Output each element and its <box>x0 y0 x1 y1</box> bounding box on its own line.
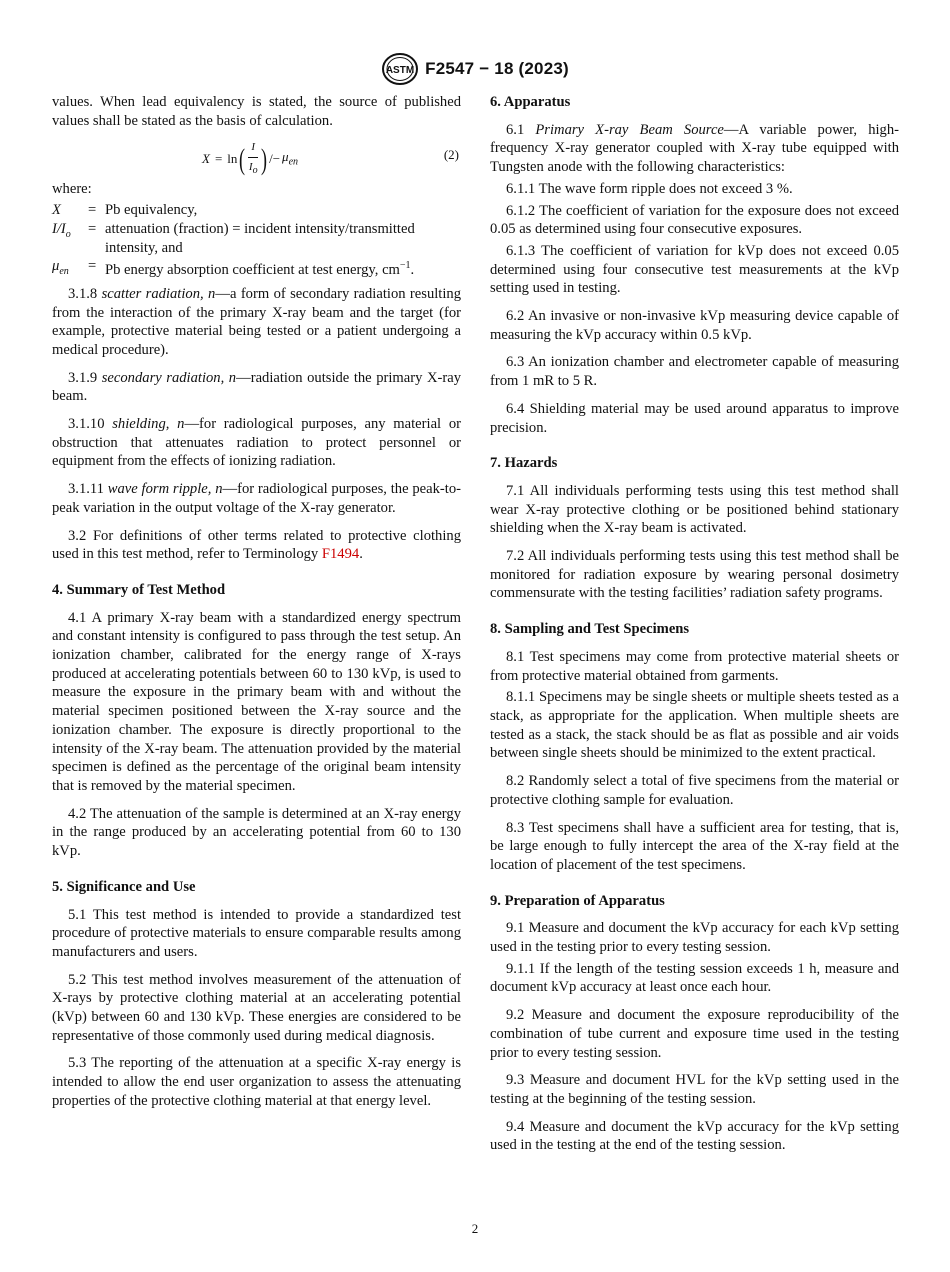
definition-row: $I/I_o$ = attenuation (fraction) = incident intensity/transmitted intensity, and <box>52 220 415 256</box>
page-number: 2 <box>471 1221 479 1236</box>
section-4-heading: 4. Summary of Test Method <box>52 581 226 598</box>
equation-number: (2) <box>443 147 459 163</box>
paragraph-3-1-9: 3.1.9 secondary radiation, n—radiation outside the primary X-ray beam. <box>52 369 461 405</box>
paragraph-3-1-11: 3.1.11 wave form ripple, n—for radiological purposes, the peak-to-peak variation in the output voltage of the X-ray generator. <box>52 481 461 516</box>
paragraph-9-1-1: 9.1.1 If the length of the testing session exceeds 1 h, measure and document kVp accuracy at least once each hour. <box>490 960 899 996</box>
definition-row: X = Pb equivalency, <box>52 202 198 219</box>
paragraph-8-1: 8.1 Test specimens may come from protective material sheets or from protective material obtained from garments. <box>490 648 899 684</box>
page-header <box>0 52 950 86</box>
logo-text: ASTM <box>385 65 415 76</box>
paragraph-4-1: 4.1 A primary X-ray beam with a standardized energy spectrum and constant intensity is configured to pass through the test setup. An ionization chamber, calibrated for the energy range of X-rays produced at accelerating potentials between 60 to 130 kVp, is used to measure the exposure in the primary beam with and without the material specimen positioned between the X-ray source and the ionization chamber. The exposure is directly proportional to the intensity of the X-ray beam. The attenuation provided by the material specimen is defined as the percentage of the original beam intensity that is removed by the material specimen. <box>52 609 461 794</box>
paragraph-4-2: 4.2 The attenuation of the sample is determined at an X-ray energy in the range produced by an accelerating potential from 60 to 130 kVp. <box>52 805 461 860</box>
paragraph-6-2: 6.2 An invasive or non-invasive kVp measuring device capable of measuring the kVp accuracy within 0.5 kVp. <box>490 308 899 343</box>
paragraph-6-1-3: 6.1.3 The coefficient of variation for kVp does not exceed 0.05 determined using four consecutive test measurements at the kVp setting used in testing. <box>490 242 899 297</box>
section-6-heading: 6. Apparatus <box>490 94 571 110</box>
eq-denominator: $I_o$ <box>248 161 258 177</box>
paragraph-3-1-10: 3.1.10 shielding, n—for radiological purposes, any material or obstruction that attenuates radiation to protect personnel or equipment from the effects of ionizing radiation. <box>52 416 462 470</box>
paragraph-8-3: 8.3 Test specimens shall have a sufficient area for testing, that is, be large enough to fully intercept the area of the X-ray field at the location of placement of the test specimens. <box>490 819 899 873</box>
section-8-heading: 8. Sampling and Test Specimens <box>490 621 690 638</box>
paragraph-6-1-2: 6.1.2 The coefficient of variation for the exposure does not exceed 0.05 as determined using four consecutive exposures. <box>490 202 899 238</box>
eq-numerator: I <box>248 138 258 158</box>
variable-definitions <box>52 201 461 282</box>
paragraph-9-3: 9.3 Measure and document HVL for the kVp setting used in the testing at the beginning of the testing session. <box>490 1072 899 1107</box>
definition-row: $\mu_{en}$ = Pb energy absorption coefficient at test energy, $cm^{-1}$. <box>52 258 415 279</box>
right-column <box>490 93 899 1155</box>
paragraph-7-1: 7.1 All individuals performing tests using this test method shall wear X-ray protective clothing or be positioned behind stationary shielding when the X-ray beam is activated. <box>490 482 899 537</box>
reference-link-f1494[interactable]: F1494 <box>321 546 360 563</box>
astm-logo-icon <box>381 52 419 86</box>
section-7-heading: 7. Hazards <box>490 455 558 472</box>
eq-fraction <box>248 138 258 181</box>
eq-lhs: X <box>202 151 210 167</box>
paragraph-9-1: 9.1 Measure and document the kVp accuracy for each kVp setting used in the testing prior to every testing session. <box>490 920 899 956</box>
paragraph-6-4: 6.4 Shielding material may be used around apparatus to improve precision. <box>490 400 899 436</box>
paragraph-3-1-8: 3.1.8 scatter radiation, n—a form of secondary radiation resulting from the interaction of the primary X-ray beam and the target (for example, protective material being tested or a patient undergoing a medical procedure). <box>52 285 461 358</box>
paragraph-3-2: 3.2 For definitions of other terms related to protective clothing used in this test method, refer to Terminology F1494. <box>52 527 461 563</box>
section-9-heading: 9. Preparation of Apparatus <box>490 892 665 909</box>
paragraph-9-4: 9.4 Measure and document the kVp accuracy for the kVp setting used in the testing at the end of the testing session. <box>490 1118 899 1154</box>
paragraph-7-2: 7.2 All individuals performing tests using this test method shall be monitored for radiation exposure by wearing personal dosimetry commensurate with the testing facilities’ radiation safety programs. <box>490 548 899 602</box>
where-label: where: <box>52 181 92 198</box>
paragraph-5-1: 5.1 This test method is intended to provide a standardized test procedure of protective materials to ensure comparable results among manufacturers and users. <box>52 906 461 960</box>
section-5-heading: 5. Significance and Use <box>52 878 196 895</box>
eq-equals: = <box>214 151 223 167</box>
eq-ln: ln <box>227 151 238 167</box>
eq-operator: /− <box>269 151 281 167</box>
equation-2: X = ln ( $\frac{I}{I_o}$ ) /− $\mu_{en}$ (2) <box>52 134 461 180</box>
paragraph-5-2: 5.2 This test method involves measurement of the attenuation of X-rays by protective clothing material at an accelerating potential (kVp) between 60 and 130 kVp. These energies are considered to be representative of those commonly used during medical diagnosis. <box>52 971 461 1044</box>
paragraph-9-2: 9.2 Measure and document the exposure reproducibility of the combination of tube current and exposure time used in the testing prior to every testing session. <box>490 1007 899 1061</box>
paragraph-intro: values. When lead equivalency is stated, the source of published values shall be stated as the basis of calculation. <box>52 94 461 129</box>
paragraph-6-1-1: 6.1.1 The wave form ripple does not exceed 3 %. <box>506 180 793 197</box>
paragraph-6-3: 6.3 An ionization chamber and electrometer capable of measuring from 1 mR to 5 R. <box>490 354 899 390</box>
left-column <box>52 93 461 1111</box>
paragraph-8-1-1: 8.1.1 Specimens may be single sheets or multiple sheets tested as a stack, as appropriate for the application. When multiple sheets are tested as a stack, the stack should be as flat as possible and air voids between single sheets should be minimized to the extent practical. <box>490 689 899 762</box>
document-designation: F2547 − 18 (2023) <box>425 59 569 78</box>
paragraph-6-1: 6.1 Primary X-ray Beam Source—A variable power, high-frequency X-ray generator coupled with X-ray tube equipped with Tungsten anode with the following characteristics: <box>490 121 899 176</box>
paragraph-8-2: 8.2 Randomly select a total of five specimens from the material or protective clothing sample for evaluation. <box>490 773 899 808</box>
eq-mu: $\mu_{en}$ <box>282 148 299 168</box>
paragraph-5-3: 5.3 The reporting of the attenuation at a specific X-ray energy is intended to allow the end user organization to assess the attenuating properties of the protective clothing material at that energy level. <box>52 1055 461 1109</box>
